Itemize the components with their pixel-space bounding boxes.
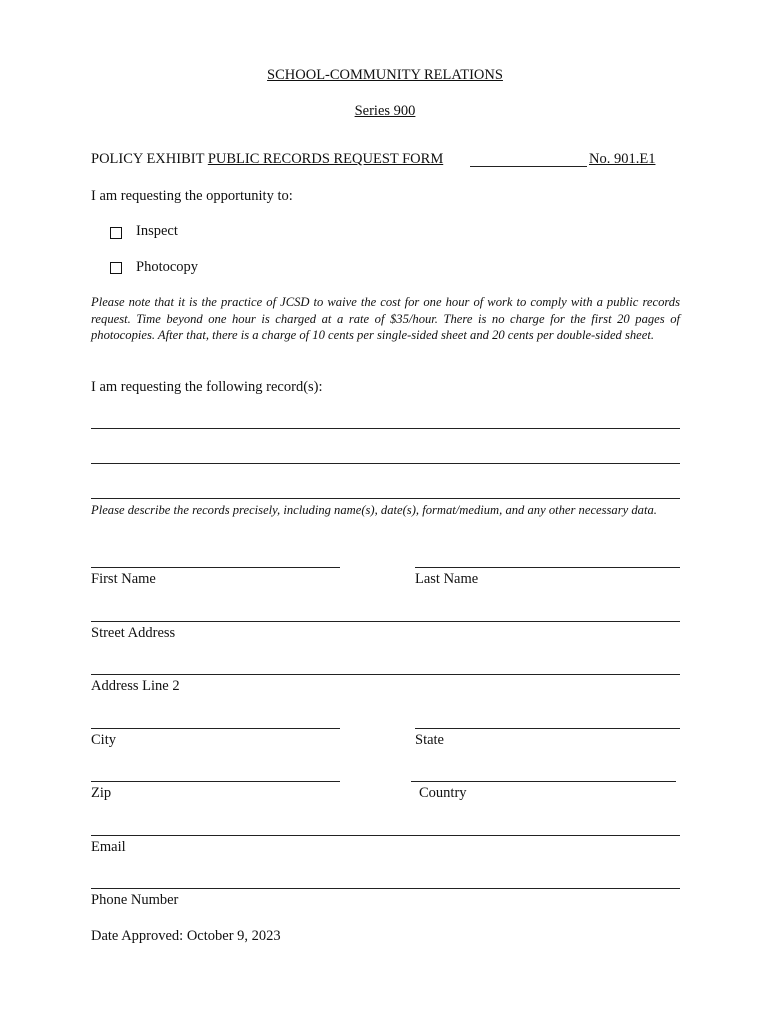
- zip-line[interactable]: [91, 781, 340, 782]
- records-label: I am requesting the following record(s):: [91, 379, 323, 395]
- address-line-2-label: Address Line 2: [91, 678, 180, 694]
- records-line-1[interactable]: [91, 428, 680, 429]
- city-line[interactable]: [91, 728, 340, 729]
- policy-prefix: POLICY EXHIBIT: [91, 151, 205, 167]
- records-instructions: Please describe the records precisely, including name(s), date(s), format/medium, and any other necessary data.: [91, 503, 657, 517]
- street-address-field[interactable]: [91, 621, 680, 645]
- last-name-line[interactable]: [415, 567, 680, 568]
- email-field[interactable]: [91, 835, 680, 859]
- phone-field[interactable]: [91, 888, 680, 912]
- inspect-label: Inspect: [136, 223, 178, 239]
- inspect-checkbox[interactable]: [110, 227, 122, 239]
- address-line-2-field[interactable]: [91, 674, 680, 698]
- policy-number: No. 901.E1: [589, 151, 656, 167]
- phone-label: Phone Number: [91, 892, 179, 908]
- first-name-field[interactable]: [91, 567, 340, 591]
- photocopy-checkbox[interactable]: [110, 262, 122, 274]
- state-line[interactable]: [415, 728, 680, 729]
- first-name-line[interactable]: [91, 567, 340, 568]
- policy-line: [91, 150, 443, 168]
- city-label: City: [91, 732, 116, 748]
- section-title: SCHOOL-COMMUNITY RELATIONS: [267, 67, 503, 83]
- phone-line[interactable]: [91, 888, 680, 889]
- state-label: State: [415, 732, 444, 748]
- title-underline-extension: [470, 166, 587, 167]
- request-intro: I am requesting the opportunity to:: [91, 188, 293, 204]
- records-line-2[interactable]: [91, 463, 680, 464]
- zip-field[interactable]: [91, 781, 340, 805]
- email-label: Email: [91, 839, 126, 855]
- country-label: Country: [419, 785, 467, 801]
- date-approved: Date Approved: October 9, 2023: [91, 928, 281, 944]
- street-address-label: Street Address: [91, 625, 176, 641]
- zip-label: Zip: [91, 785, 112, 801]
- cost-note: Please note that it is the practice of JCSD to waive the cost for one hour of work to comply with a public records request. Time beyond one hour is charged at a rate of $35/hour. There is no charge for the first 20 pages of photocopies. After that, there is a charge of 10 cents per single-sided sheet and 20 cents per double-sided sheet.: [91, 295, 680, 342]
- series-label: Series 900: [354, 103, 416, 119]
- street-address-line[interactable]: [91, 621, 680, 622]
- email-line[interactable]: [91, 835, 680, 836]
- photocopy-label: Photocopy: [136, 259, 199, 275]
- country-line[interactable]: [411, 781, 676, 782]
- country-field[interactable]: [411, 781, 676, 805]
- city-field[interactable]: [91, 728, 340, 752]
- last-name-field[interactable]: [415, 567, 680, 591]
- state-field[interactable]: [415, 728, 680, 752]
- first-name-label: First Name: [91, 571, 156, 587]
- records-line-3[interactable]: [91, 498, 680, 499]
- last-name-label: Last Name: [415, 571, 479, 587]
- address-line-2-line[interactable]: [91, 674, 680, 675]
- form-title: PUBLIC RECORDS REQUEST FORM: [207, 151, 444, 167]
